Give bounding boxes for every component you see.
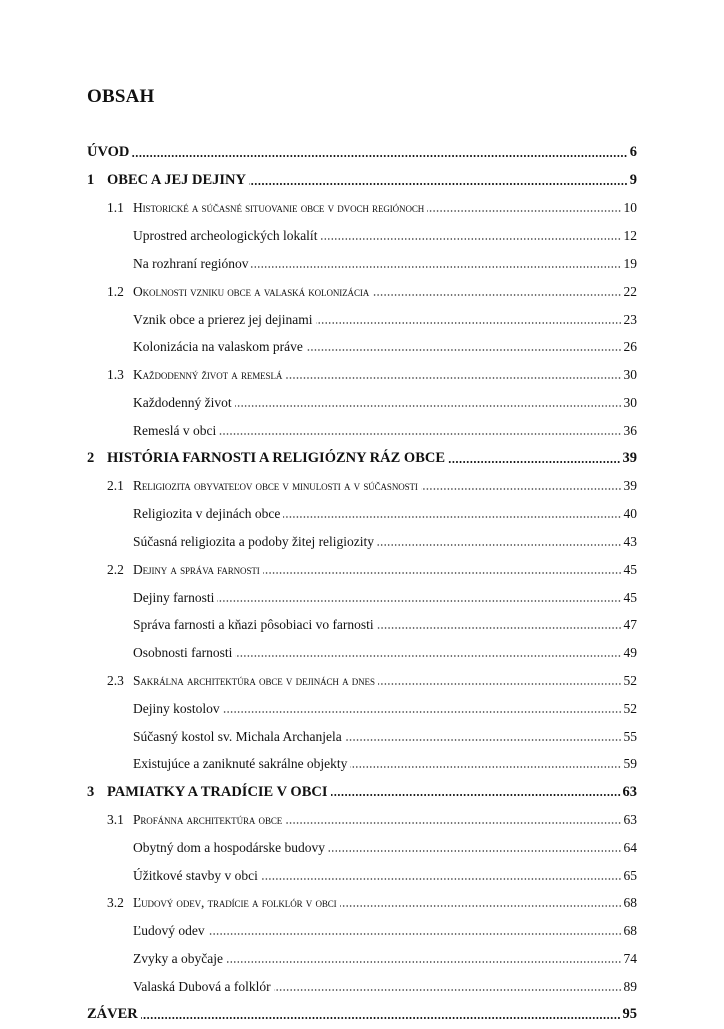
toc-dot-leader [285,822,621,824]
toc-entry-level-3[interactable] [87,612,637,640]
toc-entry-number: 3.2 [107,895,124,911]
toc-entry-level-2[interactable] [87,556,637,584]
toc-entry-level-3[interactable] [87,695,637,723]
toc-dot-leader [132,155,627,157]
toc-entry-title: Každodenný život a remeslá [133,367,283,383]
toc-entry-level-3[interactable] [87,639,637,667]
toc-dot-leader [448,461,620,463]
toc-dot-leader [320,238,621,240]
toc-entry-page-number: 55 [623,728,637,744]
toc-entry-number: 2.3 [107,673,124,689]
toc-entry-page-number: 52 [623,700,637,716]
toc-entry-page-number: 23 [623,311,637,327]
toc-dot-leader [263,572,622,574]
toc-entry-number: 3 [87,783,95,800]
toc-entry-number: 1.1 [107,200,124,216]
toc-dot-leader [208,933,622,935]
toc-dot-leader [378,683,622,685]
toc-entry-title: Dejiny a správa farnosti [133,561,260,577]
toc-entry-level-3[interactable] [87,250,637,278]
toc-entry-page-number: 10 [623,200,637,216]
toc-dot-leader [377,627,622,629]
toc-dot-leader [328,850,622,852]
toc-entry-title: Každodenný život [133,395,232,411]
toc-entry-page-number: 63 [623,812,637,828]
toc-entry-title: Profánna architektúra obce [133,812,283,828]
toc-entry-level-3[interactable] [87,862,637,890]
toc-entry-page-number: 26 [623,339,637,355]
toc-entry-title: Historické a súčasné situovanie obce v dvoch regiónoch [133,200,425,216]
toc-entry-page-number: 45 [623,589,637,605]
toc-entry-page-number: 30 [623,395,637,411]
toc-entry-page-number: 63 [622,783,637,800]
toc-entry-title: ZÁVER [87,1006,138,1023]
toc-dot-leader [217,600,621,602]
toc-entry-level-3[interactable] [87,584,637,612]
toc-dot-leader [274,989,622,991]
toc-dot-leader [331,794,621,796]
toc-entry-title: PAMIATKY A TRADÍCIE V OBCI [107,783,328,800]
toc-dot-leader [223,711,622,713]
toc-entry-level-3[interactable] [87,945,637,973]
toc-entry-level-3[interactable] [87,973,637,1001]
toc-entry-page-number: 65 [623,867,637,883]
toc-entry-title: HISTÓRIA FARNOSTI A RELIGIÓZNY RÁZ OBCE [107,450,446,467]
toc-entry-page-number: 64 [623,839,637,855]
toc-entry-level-1[interactable] [87,445,637,473]
toc-entry-page-number: 68 [623,923,637,939]
toc-entry-title: Remeslá v obci [133,422,217,438]
toc-entry-page-number: 22 [623,283,637,299]
toc-entry-title: Osobnosti farnosti [133,645,233,661]
toc-dot-leader [235,405,622,407]
toc-dot-leader [235,655,621,657]
toc-entry-title: Religiozita v dejinách obce [133,506,281,522]
toc-entry-level-3[interactable] [87,306,637,334]
toc-entry-level-2[interactable] [87,890,637,918]
toc-entry-level-3[interactable] [87,417,637,445]
toc-entry-number: 2.1 [107,478,124,494]
toc-entry-level-2[interactable] [87,806,637,834]
toc-entry-page-number: 40 [623,506,637,522]
toc-entry-level-3[interactable] [87,389,637,417]
toc-entry-title: Religiozita obyvateľov obce v minulosti a v súčasnosti [133,478,418,494]
toc-entry-title: OBEC A JEJ DEJINY [107,172,246,189]
toc-entry-title: Sakrálna architektúra obce v dejinách a dnes [133,673,375,689]
toc-entry-page-number: 89 [623,978,637,994]
toc-entry-page-number: 36 [623,422,637,438]
toc-entry-title: Na rozhraní regiónov [133,256,249,272]
toc-dot-leader [306,349,622,351]
toc-dot-leader [141,1017,621,1019]
toc-dot-leader [283,516,621,518]
toc-dot-leader [350,766,621,768]
toc-entry-page-number: 74 [623,951,637,966]
toc-entry-title: Správa farnosti a kňazi pôsobiaci vo farnosti [133,617,374,633]
toc-entry-title: Dejiny kostolov [133,700,220,716]
toc-entry-level-3[interactable] [87,500,637,528]
toc-entry-level-2[interactable] [87,195,637,223]
toc-entry-page-number: 39 [623,478,637,494]
toc-entry-title: ÚVOD [87,144,130,161]
toc-entry-title: Súčasný kostol sv. Michala Archanjela [133,728,342,744]
toc-dot-leader [316,322,622,324]
toc-entry-page-number: 30 [623,367,637,383]
toc-entry-level-0[interactable] [87,1001,637,1029]
toc-dot-leader [340,905,622,907]
toc-entry-level-2[interactable] [87,667,637,695]
toc-entry-level-1[interactable] [87,778,637,806]
toc-entry-title: Uprostred archeologických lokalít [133,228,318,244]
toc-entry-title: Ľudový odev, tradície a folklór v obci [133,895,337,911]
toc-entry-level-2[interactable] [87,473,637,501]
toc-entry-level-3[interactable] [87,222,637,250]
toc-entry-level-3[interactable] [87,834,637,862]
toc-entry-page-number: 12 [623,228,637,244]
toc-entry-page-number: 49 [623,645,637,661]
toc-entry-level-1[interactable] [87,167,637,195]
toc-entry-page-number: 52 [623,673,637,689]
toc-dot-leader [226,961,622,963]
toc-entry-number: 2 [87,450,95,467]
toc-entry-level-3[interactable] [87,917,637,945]
toc-entry-page-number: 59 [623,756,637,772]
toc-dot-leader [345,739,622,741]
toc-entry-page-number: 47 [623,617,637,633]
toc-dot-leader [377,544,621,546]
toc-dot-leader [421,488,622,490]
table-of-contents [87,139,637,1029]
toc-entry-title: Vznik obce a prierez jej dejinami [133,311,313,327]
toc-entry-title: Obytný dom a hospodárske budovy [133,839,325,855]
toc-entry-title: Okolnosti vzniku obce a valaská kolonizácia [133,283,370,299]
toc-entry-level-0[interactable] [87,139,637,167]
toc-dot-leader [251,266,621,268]
toc-entry-level-3[interactable] [87,528,637,556]
toc-entry-page-number: 95 [622,1006,637,1023]
toc-entry-page-number: 68 [623,895,637,911]
toc-entry-number: 2.2 [107,561,124,577]
toc-entry-page-number: 6 [629,144,637,161]
toc-entry-number: 3.1 [107,812,124,828]
toc-entry-page-number: 19 [623,256,637,272]
toc-entry-title: Ľudový odev [133,923,205,939]
toc-entry-level-3[interactable] [87,751,637,779]
toc-entry-level-3[interactable] [87,723,637,751]
toc-dot-leader [285,377,621,379]
toc-entry-level-2[interactable] [87,278,637,306]
toc-dot-leader [249,183,628,185]
toc-dot-leader [261,878,622,880]
toc-dot-leader [372,294,621,296]
toc-entry-level-3[interactable] [87,334,637,362]
toc-entry-title: Existujúce a zaniknuté sakrálne objekty [133,756,348,772]
toc-entry-title: Kolonizácia na valaskom práve [133,339,303,355]
toc-entry-title: Zvyky a obyčaje [133,951,223,966]
toc-entry-page-number: 39 [622,450,637,467]
toc-entry-page-number: 45 [623,561,637,577]
toc-entry-title: Súčasná religiozita a podoby žitej religiozity [133,534,375,550]
toc-dot-leader [219,433,621,435]
toc-entry-number: 1.2 [107,283,124,299]
toc-entry-title: Dejiny farnosti [133,589,215,605]
toc-entry-number: 1 [87,172,95,189]
toc-entry-number: 1.3 [107,367,124,383]
toc-entry-page-number: 9 [629,172,637,189]
toc-entry-level-2[interactable] [87,361,637,389]
toc-entry-title: Valaská Dubová a folklór [133,978,271,994]
toc-entry-page-number: 43 [623,534,637,550]
page-title: OBSAH [87,86,155,107]
toc-entry-title: Úžitkové stavby v obci [133,867,258,883]
toc-dot-leader [427,210,621,212]
